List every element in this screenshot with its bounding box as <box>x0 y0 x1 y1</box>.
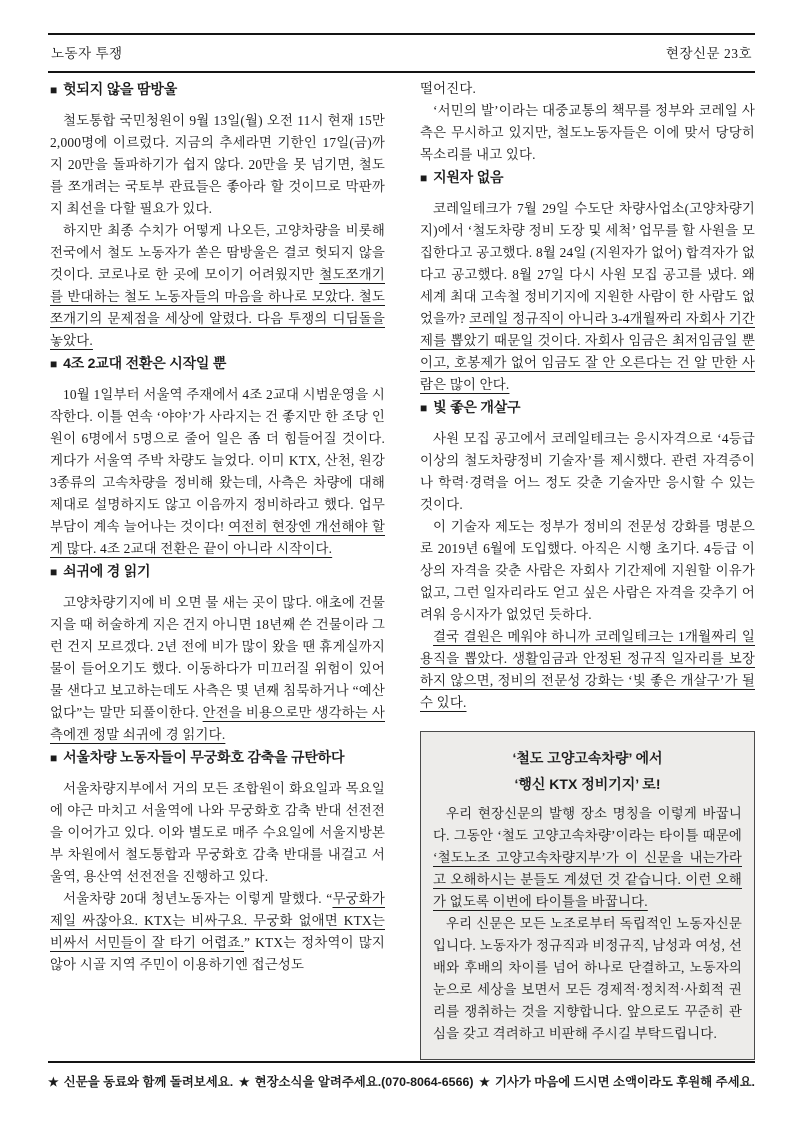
star-icon: ★ <box>48 1075 59 1089</box>
paragraph: 고양차량기지에 비 오면 물 새는 곳이 많다. 애초에 건물 지을 때 허술하게 지은 건지 아니면 18년째 쓴 건물이라 그런 건지 모르겠다. 2년 전에 비가 많이 왔을 땐 휴게실까지 물이 들어오기도 했다. 이동하다가 미끄러질 위험이 있어 물 샌다고 보고하는데도 사측은 몇 년째 침묵하거나 “예산 없다”는 말만 되풀이한다. 안전을 비용으로만 생각하는 사측에겐 정말 쇠귀에 경 읽기다. <box>50 595 385 742</box>
masthead <box>48 33 755 73</box>
square-bullet-icon: ■ <box>420 171 428 185</box>
paragraph: 사원 모집 공고에서 코레일테크는 응시자격으로 ‘4등급 이상의 철도차량정비 기술자’를 제시했다. 관련 자격증이나 학력·경력을 어느 정도 갖춘 기술자만 응시할 수 있는 것이다. <box>420 431 755 512</box>
paragraph: ‘서민의 발’이라는 대중교통의 책무를 정부와 코레일 사측은 무시하고 있지만, 철도노동자들은 이에 맞서 당당히 목소리를 내고 있다. <box>420 103 755 162</box>
section-title: ■ 헛되지 않을 땀방울 <box>50 81 178 97</box>
paragraph: 이 기술자 제도는 정부가 정비의 전문성 강화를 명분으로 2019년 6월에 도입했다. 아직은 시행 초기다. 4등급 이상의 자격을 갖춘 사람은 자회사 기간제에 지원할 이유가 없고, 그런 일자리라도 얻고 싶은 사람은 자격을 갖추기 어려워 응시자가 없었던 듯하다. <box>420 519 755 622</box>
section-title: ■ 지원자 없음 <box>420 169 504 185</box>
article-columns <box>50 78 755 1060</box>
section-title: ■ 4조 2교대 전환은 시작일 뿐 <box>50 355 227 371</box>
article-section <box>50 353 385 560</box>
square-bullet-icon: ■ <box>50 357 58 371</box>
footer-item: ★ 현장소식을 알려주세요.(070-8064-6566) <box>238 1075 474 1089</box>
square-bullet-icon: ■ <box>420 401 428 415</box>
continuation-paragraph: 떨어진다. <box>420 81 477 96</box>
notice-box-title: ‘철도 고양고속차량’ 에서 ‘행신 KTX 정비기지’ 로! <box>512 750 663 792</box>
paragraph: 10월 1일부터 서울역 주재에서 4조 2교대 시범운영을 시작한다. 이틀 연속 ‘야야’가 사라지는 건 좋지만 한 조당 인원이 6명에서 5명으로 줄어 일은 좀 더 힘들어질 것이다. 게다가 서울역 주박 차량도 늘었다. 이미 KTX, 산천, 원강 3종류의 고속차량을 정비해 왔는데, 사측은 차량에 대해 제대로 설명하지도 않고 이음까지 정비하라고 했다. 업무 부담이 계속 늘어나는 것이다! 여전히 현장엔 개선해야 할 게 많다. 4조 2교대 전환은 끝이 아니라 시작이다. <box>50 387 386 556</box>
paragraph: 우리 신문은 모든 노조로부터 독립적인 노동자신문입니다. 노동자가 정규직과 비정규직, 남성과 여성, 선배와 후배의 차이를 넘어 하나로 단결하고, 노동자의 눈으로 세상을 보면서 모든 경제적·정치적·사회적 권리를 쟁취하는 것을 지향합니다. 앞으로도 꾸준히 관심을 갖고 격려하고 비판해 주시길 부탁드립니다. <box>433 916 742 1041</box>
footer <box>48 1061 755 1090</box>
paragraph: 우리 현장신문의 발행 장소 명칭을 이렇게 바꿉니다. 그동안 ‘철도 고양고속차량’이라는 타이틀 때문에 ‘철도노조 고양고속차량지부’가 이 신문을 내는가라고 오해하시는 분들도 계셨던 것 같습니다. 이런 오해가 없도록 이번에 타이틀을 바꿉니다. <box>433 806 742 909</box>
star-icon: ★ <box>479 1075 490 1089</box>
square-bullet-icon: ■ <box>50 83 58 97</box>
star-icon: ★ <box>238 1075 250 1089</box>
article-section <box>420 167 755 396</box>
section-title: ■ 쇠귀에 경 읽기 <box>50 563 151 579</box>
square-bullet-icon: ■ <box>50 565 58 579</box>
section-title: ■ 빛 좋은 개살구 <box>420 399 521 415</box>
footer-item: ★ 신문을 동료와 함께 돌려보세요. <box>48 1075 234 1089</box>
article-section <box>50 561 385 746</box>
paragraph: 서울차량 20대 청년노동자는 이렇게 말했다. “무궁화가 제일 싸잖아요. KTX는 비싸구요. 무궁화 없애면 KTX는 비싸서 서민들이 잘 타기 어렵죠.” KTX는 정차역이 많지 않아 시골 지역 주민이 이용하기엔 접근성도 <box>50 891 386 972</box>
right-column <box>420 78 755 1060</box>
paragraph: 결국 결원은 메워야 하니까 코레일테크는 1개월짜리 일용직을 뽑았다. 생활임금과 안정된 정규직 일자리를 보장하지 않으면, 정비의 전문성 강화는 ‘빛 좋은 개살구’가 될 수 있다. <box>420 629 755 710</box>
article-section <box>50 79 385 352</box>
article-section <box>50 747 385 976</box>
notice-box <box>420 731 755 1060</box>
paragraph: 코레일테크가 7월 29일 수도단 차량사업소(고양차량기지)에서 ‘철도차량 정비 도장 및 세척’ 업무를 할 사원을 모집한다고 공고했다. 8월 24일 (지원자가 없어) 합격자가 없다고 공고했다. 8월 27일 다시 사원 모집 공고를 냈다. 왜 세계 최대 고속철 정비기지에 지원한 사람이 한 사람도 없었을까? 코레일 정규직이 아니라 3-4개월짜리 자회사 기간제를 뽑았기 때문일 것이다. 자회사 임금은 최저임금일 뿐이고, 호봉제가 없어 임금도 잘 안 오른다는 건 알 만한 사람은 많이 안다. <box>420 201 755 392</box>
article-section <box>420 397 755 714</box>
paragraph: 하지만 최종 수치가 어떻게 나오든, 고양차량을 비롯해 전국에서 철도 노동자가 쏟은 땀방울은 결코 헛되지 않을 것이다. 코로나로 한 곳에 모이기 어려웠지만 철도쪼개기를 반대하는 철도 노동자들의 마음을 하나로 모았다. 철도쪼개기의 문제점을 세상에 알렸다. 다음 투쟁의 디딤돌을 놓았다. <box>50 223 385 348</box>
square-bullet-icon: ■ <box>50 751 58 765</box>
section-title: ■ 서울차량 노동자들이 무궁화호 감축을 규탄하다 <box>50 749 345 765</box>
newsletter-title: 노동자 투쟁 <box>51 46 123 61</box>
issue-number: 현장신문 23호 <box>665 46 752 61</box>
paragraph: 철도통합 국민청원이 9월 13일(월) 오전 11시 현재 15만 2,000명에 이르렀다. 지금의 추세라면 기한인 17일(금)까지 20만을 돌파하기가 쉽지 않다. 20만을 못 넘기면, 철도를 쪼개려는 국토부 관료들은 좋아라 할 것이므로 막판까지 최선을 다할 필요가 있다. <box>50 113 385 216</box>
masthead-bottom-rule <box>48 71 755 73</box>
footer-item: ★ 기사가 마음에 드시면 소액이라도 후원해 주세요. <box>479 1075 755 1089</box>
paragraph: 서울차량지부에서 거의 모든 조합원이 화요일과 목요일에 야근 마치고 서울역에 나와 무궁화호 감축 반대 선전전을 이어가고 있다. 이와 별도로 매주 수요일에 서울지방본부 차원에서 철도통합과 무궁화호 감축 반대를 내걸고 서울역, 용산역 선전전을 진행하고 있다. <box>50 781 385 884</box>
left-column <box>50 78 385 1060</box>
